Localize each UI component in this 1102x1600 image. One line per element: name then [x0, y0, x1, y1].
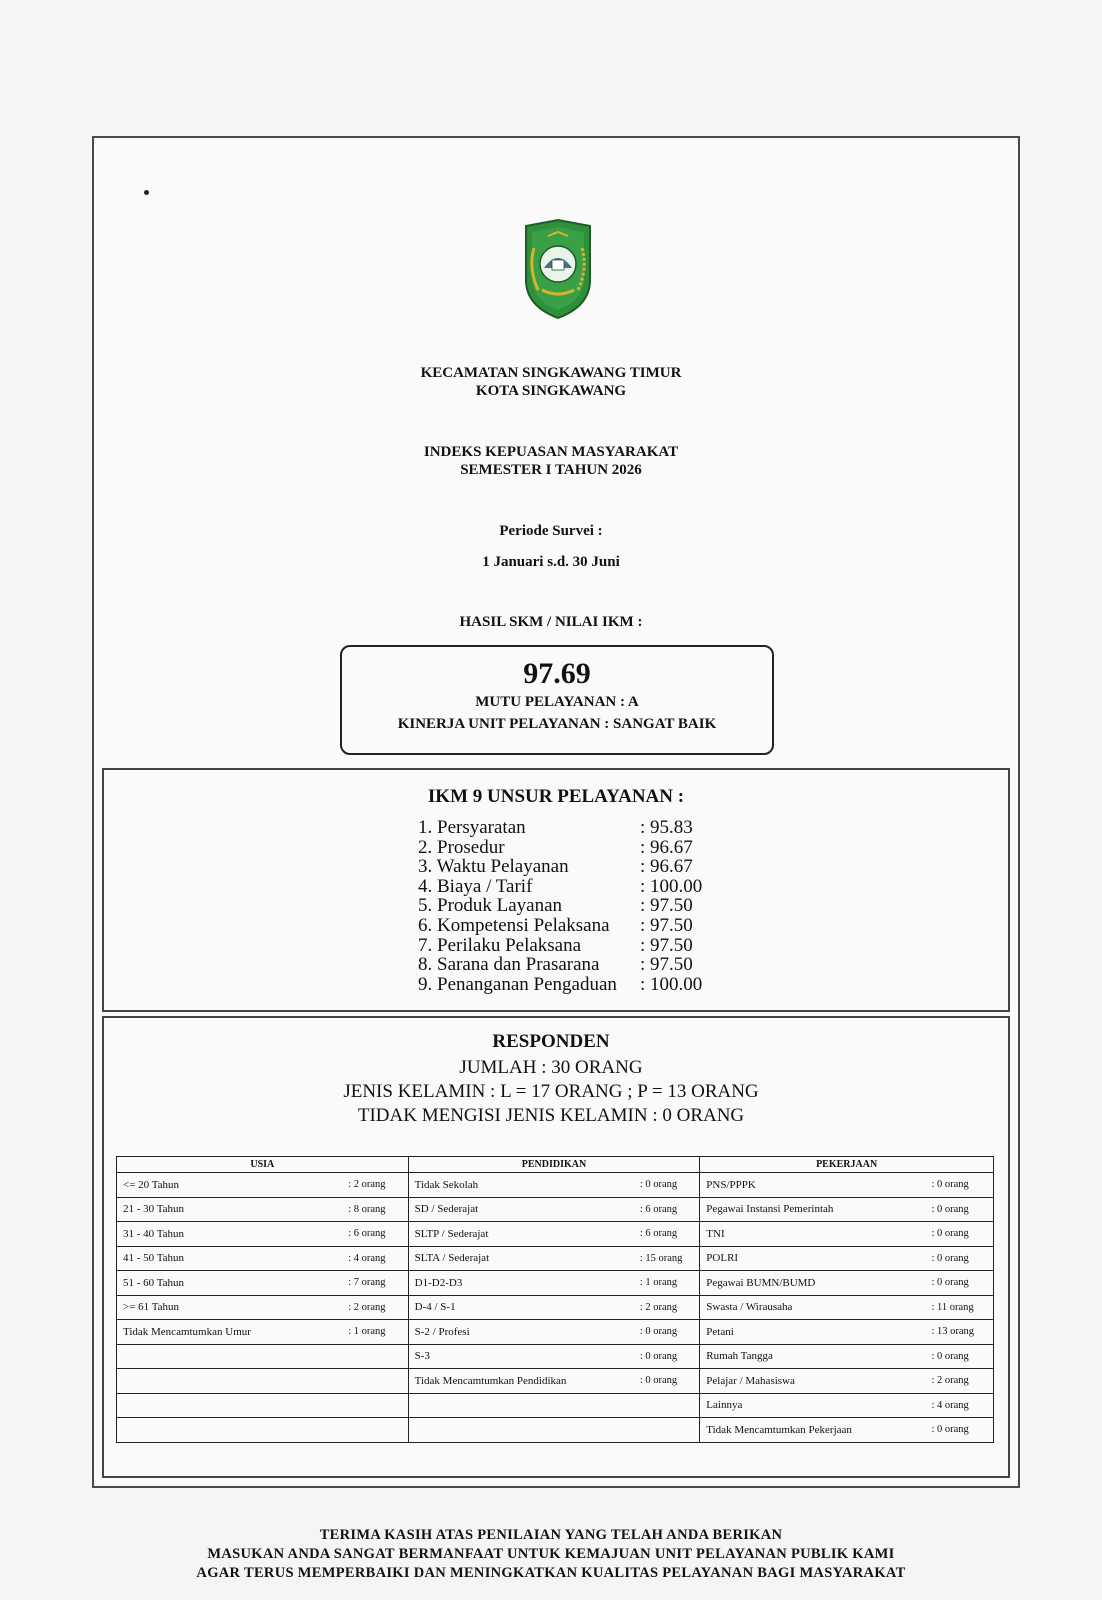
ikm-unsur-row — [418, 955, 702, 975]
table-row — [117, 1344, 994, 1369]
pekerjaan-label: Pegawai BUMN/BUMD — [700, 1271, 926, 1296]
pekerjaan-value: : 0 orang — [925, 1222, 993, 1247]
table-row — [117, 1246, 994, 1271]
pekerjaan-value: : 11 orang — [925, 1295, 993, 1320]
pekerjaan-value: : 0 orang — [925, 1344, 993, 1369]
usia-label: 41 - 50 Tahun — [117, 1246, 343, 1271]
usia-label: 51 - 60 Tahun — [117, 1271, 343, 1296]
kinerja-unit: KINERJA UNIT PELAYANAN : SANGAT BAIK — [397, 716, 717, 732]
ikm-unsur-value: : 100.00 — [640, 875, 703, 897]
footer-line-1: TERIMA KASIH ATAS PENILAIAN YANG TELAH ANDA BERIKAN — [319, 1527, 783, 1543]
header-district: KECAMATAN SINGKAWANG TIMUR — [420, 365, 682, 381]
column-header-pekerjaan: PEKERJAAN — [700, 1157, 994, 1173]
table-row — [117, 1393, 994, 1418]
ikm-unsur-name: 8. Sarana dan Prasarana — [418, 954, 600, 976]
ikm-unsur-list — [418, 818, 702, 994]
pekerjaan-value: : 0 orang — [925, 1418, 993, 1443]
usia-value — [342, 1418, 408, 1443]
table-row — [117, 1369, 994, 1394]
table-row — [117, 1295, 994, 1320]
ikm-unsur-value: : 96.67 — [640, 836, 693, 858]
usia-label — [117, 1344, 343, 1369]
ikm-unsur-row — [418, 857, 702, 877]
pendidikan-value: : 0 orang — [634, 1344, 700, 1369]
ikm-unsur-value: : 96.67 — [640, 856, 693, 878]
pekerjaan-value: : 0 orang — [925, 1271, 993, 1296]
ikm-unsur-name: 4. Biaya / Tarif — [418, 875, 533, 897]
ikm-unsur-value: : 97.50 — [640, 914, 693, 936]
result-box — [340, 645, 774, 755]
usia-value: : 2 orang — [342, 1173, 408, 1198]
footer-line-2: MASUKAN ANDA SANGAT BERMANFAAT UNTUK KEMAJUAN UNIT PELAYANAN PUBLIK KAMI — [207, 1546, 895, 1562]
responden-jenis-kelamin: JENIS KELAMIN : L = 17 ORANG ; P = 13 ORANG — [343, 1081, 759, 1102]
pekerjaan-label: Pegawai Instansi Pemerintah — [700, 1197, 926, 1222]
usia-value: : 8 orang — [342, 1197, 408, 1222]
usia-value: : 7 orang — [342, 1271, 408, 1296]
usia-label: Tidak Mencamtumkan Umur — [117, 1320, 343, 1345]
ikm-unsur-name: 2. Prosedur — [418, 836, 505, 858]
ikm-unsur-row — [418, 936, 702, 956]
ikm-unsur-value: : 95.83 — [640, 817, 693, 838]
pendidikan-value: : 0 orang — [634, 1369, 700, 1394]
ink-dot — [144, 190, 149, 195]
pekerjaan-label: Swasta / Wirausaha — [700, 1295, 926, 1320]
pendidikan-label: Tidak Mencamtumkan Pendidikan — [408, 1369, 634, 1394]
ikm-unsur-name: 1. Persyaratan — [418, 817, 526, 838]
table-row — [117, 1173, 994, 1198]
usia-label: 31 - 40 Tahun — [117, 1222, 343, 1247]
periode-value: 1 Januari s.d. 30 Juni — [482, 554, 620, 570]
pendidikan-value: : 0 orang — [634, 1173, 700, 1198]
usia-value: : 1 orang — [342, 1320, 408, 1345]
ikm-unsur-value: : 97.50 — [640, 934, 693, 956]
ikm-score: 97.69 — [523, 657, 591, 690]
ikm-unsur-value: : 97.50 — [640, 954, 693, 976]
pekerjaan-label: PNS/PPPK — [700, 1173, 926, 1198]
mutu-pelayanan: MUTU PELAYANAN : A — [475, 694, 639, 710]
pendidikan-value: : 6 orang — [634, 1222, 700, 1247]
pendidikan-label: SLTA / Sederajat — [408, 1246, 634, 1271]
pekerjaan-label: TNI — [700, 1222, 926, 1247]
pekerjaan-value: : 2 orang — [925, 1369, 993, 1394]
table-row — [117, 1197, 994, 1222]
ikm-unsur-title: IKM 9 UNSUR PELAYANAN : — [427, 786, 685, 807]
usia-value — [342, 1369, 408, 1394]
footer-message — [0, 1526, 1102, 1583]
table-row — [117, 1418, 994, 1443]
pekerjaan-label: POLRI — [700, 1246, 926, 1271]
usia-label — [117, 1393, 343, 1418]
pendidikan-value — [634, 1418, 700, 1443]
table-row — [117, 1271, 994, 1296]
column-header-pendidikan: PENDIDIKAN — [408, 1157, 700, 1173]
pendidikan-label: SLTP / Sederajat — [408, 1222, 634, 1247]
usia-value: : 6 orang — [342, 1222, 408, 1247]
usia-label — [117, 1418, 343, 1443]
ikm-unsur-name: 9. Penanganan Pengaduan — [418, 973, 617, 995]
header-semester: SEMESTER I TAHUN 2026 — [460, 462, 642, 478]
responden-tidak-mengisi: TIDAK MENGISI JENIS KELAMIN : 0 ORANG — [357, 1105, 745, 1126]
pendidikan-label: D-4 / S-1 — [408, 1295, 634, 1320]
responden-title: RESPONDEN — [492, 1031, 610, 1052]
ikm-unsur-row — [418, 818, 702, 838]
pendidikan-value: : 0 orang — [634, 1320, 700, 1345]
ikm-unsur-value: : 97.50 — [640, 895, 693, 917]
usia-label — [117, 1369, 343, 1394]
pendidikan-value: : 15 orang — [634, 1246, 700, 1271]
responden-table — [116, 1156, 994, 1443]
ikm-unsur-name: 5. Produk Layanan — [418, 895, 563, 917]
pekerjaan-value: : 13 orang — [925, 1320, 993, 1345]
pekerjaan-value: : 0 orang — [925, 1173, 993, 1198]
ikm-unsur-name: 7. Perilaku Pelaksana — [418, 934, 582, 956]
pekerjaan-label: Rumah Tangga — [700, 1344, 926, 1369]
footer-line-3: AGAR TERUS MEMPERBAIKI DAN MENINGKATKAN KUALITAS PELAYANAN BAGI MASYARAKAT — [196, 1565, 906, 1581]
table-row — [117, 1320, 994, 1345]
pendidikan-label — [408, 1418, 634, 1443]
header-title: INDEKS KEPUASAN MASYARAKAT — [423, 444, 679, 460]
periode-label: Periode Survei : — [499, 523, 603, 539]
singkawang-emblem-icon — [522, 218, 594, 320]
ikm-unsur-row — [418, 975, 702, 995]
pekerjaan-label: Tidak Mencamtumkan Pekerjaan — [700, 1418, 926, 1443]
usia-value: : 4 orang — [342, 1246, 408, 1271]
ikm-unsur-value: : 100.00 — [640, 973, 703, 995]
ikm-unsur-row — [418, 838, 702, 858]
usia-value: : 2 orang — [342, 1295, 408, 1320]
pendidikan-label — [408, 1393, 634, 1418]
responden-jumlah: JUMLAH : 30 ORANG — [459, 1057, 643, 1078]
pendidikan-value: : 1 orang — [634, 1271, 700, 1296]
ikm-unsur-row — [418, 877, 702, 897]
pekerjaan-value: : 4 orang — [925, 1393, 993, 1418]
ikm-unsur-row — [418, 896, 702, 916]
pekerjaan-label: Petani — [700, 1320, 926, 1345]
header-city: KOTA SINGKAWANG — [475, 383, 627, 399]
hasil-label: HASIL SKM / NILAI IKM : — [459, 614, 643, 630]
table-row — [117, 1222, 994, 1247]
pendidikan-label: S-3 — [408, 1344, 634, 1369]
column-header-usia: USIA — [117, 1157, 409, 1173]
pendidikan-value: : 2 orang — [634, 1295, 700, 1320]
pendidikan-label: S-2 / Profesi — [408, 1320, 634, 1345]
pekerjaan-value: : 0 orang — [925, 1197, 993, 1222]
pendidikan-label: SD / Sederajat — [408, 1197, 634, 1222]
ikm-unsur-row — [418, 916, 702, 936]
usia-label: 21 - 30 Tahun — [117, 1197, 343, 1222]
pendidikan-value: : 6 orang — [634, 1197, 700, 1222]
usia-value — [342, 1393, 408, 1418]
ikm-unsur-box — [102, 768, 1010, 1012]
ikm-unsur-name: 3. Waktu Pelayanan — [418, 856, 569, 878]
usia-label: >= 61 Tahun — [117, 1295, 343, 1320]
usia-label: <= 20 Tahun — [117, 1173, 343, 1198]
pendidikan-label: Tidak Sekolah — [408, 1173, 634, 1198]
ikm-unsur-name: 6. Kompetensi Pelaksana — [418, 914, 610, 936]
usia-value — [342, 1344, 408, 1369]
pendidikan-label: D1-D2-D3 — [408, 1271, 634, 1296]
pekerjaan-label: Pelajar / Mahasiswa — [700, 1369, 926, 1394]
pendidikan-value — [634, 1393, 700, 1418]
pekerjaan-value: : 0 orang — [925, 1246, 993, 1271]
pekerjaan-label: Lainnya — [700, 1393, 926, 1418]
